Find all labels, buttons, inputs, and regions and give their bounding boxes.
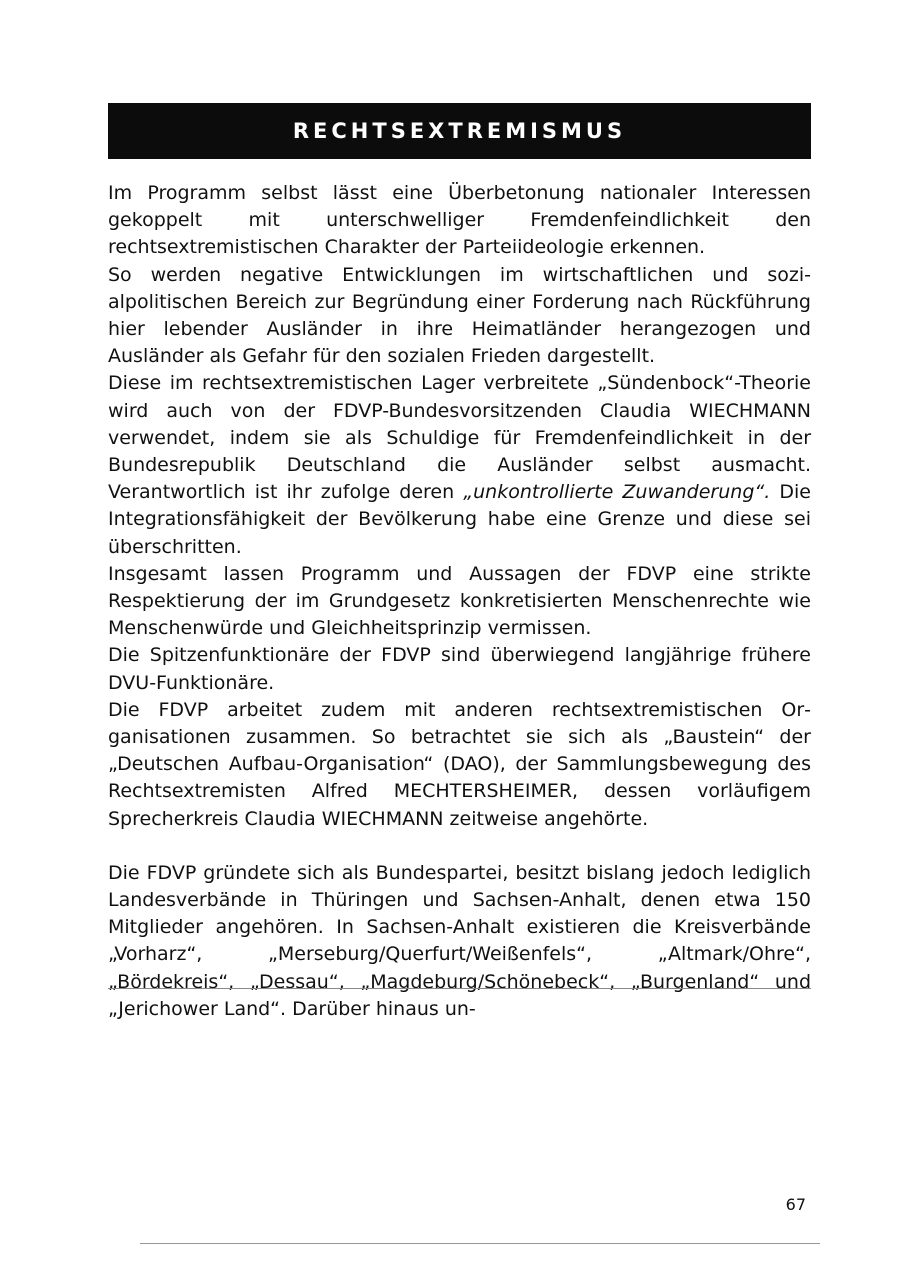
paragraph: Im Programm selbst lässt eine Überbetonung nationaler Interessen gekoppelt mit unterschwelliger Fremdenfeindlichkeit den rechtsextremistischen Charakter der Parteiideologie erkennen. xyxy=(108,182,811,259)
paragraph-text: Die Integrationsfähigkeit der Bevölkerung habe eine Grenze und diese sei überschritten. xyxy=(108,481,811,558)
body-text xyxy=(108,180,811,1023)
paragraph: So werden negative Entwicklungen im wirtschaftlichen und sozialpolitischen Bereich zur Begründung einer Forderung nach Rückführung hier lebender Ausländer in ihre Heimatländer herangezogen und Ausländer als Gefahr für den sozialen Frieden dargestellt. xyxy=(108,263,811,368)
page-number: 67 xyxy=(785,1195,806,1214)
quoted-phrase: „unkontrollierte Zuwanderung“. xyxy=(463,481,771,504)
paragraph: Die Spitzenfunktionäre der FDVP sind überwiegend langjährige frühere DVU-Funktionäre. xyxy=(108,644,811,694)
paragraph: Insgesamt lassen Programm und Aussagen der FDVP eine strikte Respektierung der im Grundgesetz konkretisierten Menschenrechte wie Menschenwürde und Gleichheitsprinzip vermissen. xyxy=(108,562,811,640)
paragraph: Die FDVP arbeitet zudem mit anderen rechtsextremistischen Organisationen zusammen. So betrachtet sie sich als „Baustein“ der „Deutschen Aufbau-Organisation“ (DAO), der Sammlungsbewegung des Rechtsextremisten Alfred MECHTERSHEIMER, dessen vorläufigem Sprecherkreis Claudia WIECHMANN zeitweise angehörte. xyxy=(108,698,811,830)
bottom-divider xyxy=(140,1243,820,1244)
section-header-bar xyxy=(108,103,811,159)
paragraph: Die FDVP gründete sich als Bundespartei, besitzt bislang jedoch lediglich Landesverbände in Thüringen und Sachsen-Anhalt, denen etwa 150 Mitglieder angehören. In Sachsen-Anhalt existieren die Kreisverbände „Vorharz“, „Merseburg/Querfurt/Weißenfels“, „Altmark/Ohre“, „Bördekreis“, „Dessau“, „Magdeburg/Schönebeck“, „Burgenland“ und „Jerichower Land“. Darüber hinaus un- xyxy=(108,861,811,1020)
footer-divider xyxy=(108,988,811,989)
paragraph-text: Diese im rechtsextremistischen Lager verbreitete „Sündenbock“-Theorie wird auch von der FDVP-Bundesvorsitzenden Claudia WIECHMANN verwendet, indem sie als Schuldige für Fremdenfeindlichkeit in der Bundesrepublik Deutschland die Ausländer selbst ausmacht. Verantwortlich ist ihr zufolge deren xyxy=(108,372,811,504)
section-title: RECHTSEXTREMISMUS xyxy=(292,119,627,143)
paragraph xyxy=(108,370,811,560)
